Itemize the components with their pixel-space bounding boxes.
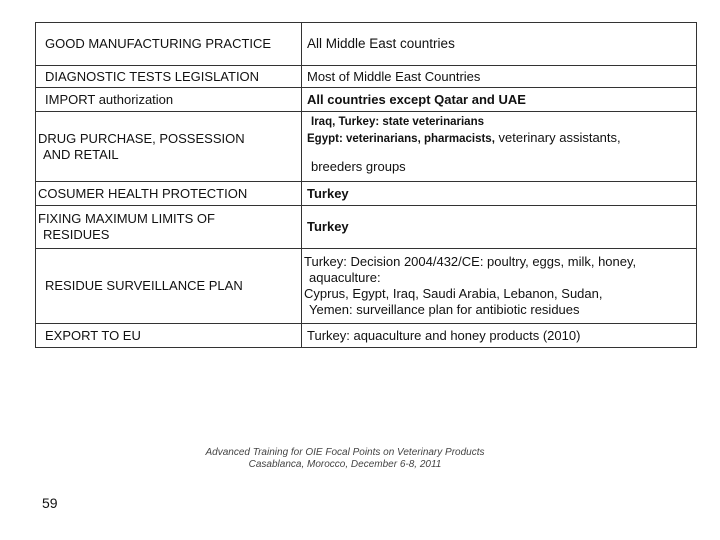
row-value: Turkey: aquaculture and honey products (2010) [302,324,697,348]
table-row [36,182,697,206]
regulation-table [35,22,697,348]
row-label: EXPORT TO EU [36,324,302,348]
row-label: GOOD MANUFACTURING PRACTICE [36,23,302,66]
footer-line-1: Advanced Training for OIE Focal Points on Veterinary Products [205,447,485,458]
row-label: RESIDUE SURVEILLANCE PLAN [36,249,302,324]
table-row [36,23,697,66]
table-row [36,324,697,348]
row-label: DIAGNOSTIC TESTS LEGISLATION [36,66,302,88]
table-row [36,112,697,182]
footer-caption [160,447,530,471]
row-label: FIXING MAXIMUM LIMITS OF RESIDUES [36,206,302,249]
row-label: COSUMER HEALTH PROTECTION [36,182,302,206]
footer-line-2: Casablanca, Morocco, December 6-8, 2011 [248,459,442,470]
table-row [36,249,697,324]
row-label: DRUG PURCHASE, POSSESSION AND RETAIL [36,112,302,182]
table-row [36,66,697,88]
row-value: Turkey [302,206,697,249]
table-row [36,88,697,112]
row-value: All Middle East countries [302,23,697,66]
row-value: Turkey: Decision 2004/432/CE: poultry, eggs, milk, honey, aquaculture: Cyprus, Egypt, Iraq, Saudi Arabia, Lebanon, Sudan, Yemen: surveillance plan for antibiotic residues [302,249,697,324]
row-label: IMPORT authorization [36,88,302,112]
row-value: Turkey [302,182,697,206]
row-value: Most of Middle East Countries [302,66,697,88]
page-number: 59 [42,495,58,511]
table-row [36,206,697,249]
row-value: All countries except Qatar and UAE [302,88,697,112]
row-value: Iraq, Turkey: state veterinarians Egypt: veterinarians, pharmacists, veterinary assistants, breeders groups [302,112,697,182]
